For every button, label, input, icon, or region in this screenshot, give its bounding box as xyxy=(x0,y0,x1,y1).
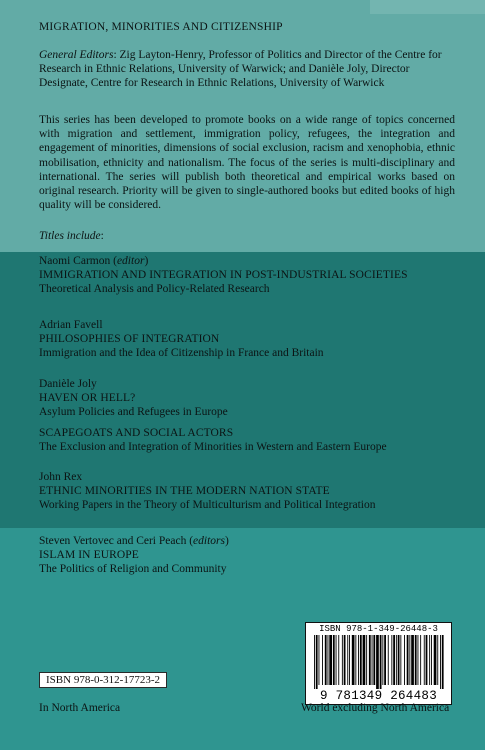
barcode-bar xyxy=(372,635,373,685)
barcode-bar xyxy=(384,635,386,685)
barcode-bar xyxy=(409,635,410,685)
barcode-bar xyxy=(404,635,405,685)
barcode-bar xyxy=(347,635,348,685)
book-subtitle: Asylum Policies and Refugees in Europe xyxy=(39,406,228,419)
barcode-bar xyxy=(338,635,339,685)
barcode-bar xyxy=(426,635,428,685)
barcode-bar xyxy=(380,635,382,689)
barcode-bar xyxy=(319,635,320,685)
author-name: Steven Vertovec and Ceri Peach xyxy=(39,535,187,547)
barcode-bar xyxy=(325,635,327,685)
barcode-bar xyxy=(329,635,332,685)
isbn-north-america: ISBN 978-0-312-17723-2 xyxy=(39,672,167,688)
barcode-bar xyxy=(349,635,350,685)
barcode-bar xyxy=(434,635,437,685)
barcode-bar xyxy=(415,635,417,685)
series-description: This series has been developed to promote books on a wide range of topics concerned with migration and settlement, immigration policy, refugees, the integration and engagement of minorities, dimensions of social exclusion, racism and xenophobia, ethnic mobilisation, ethnicity and nationalism. The focus of the series is multi-disciplinary and international. The series will publish both theoretical and empirical works based on original research. Priority will be given to single-authored books but edited books of high quality will be considered. xyxy=(39,114,455,212)
barcode-bar xyxy=(328,635,329,685)
book-subtitle: Immigration and the Idea of Citizenship in France and Britain xyxy=(39,347,324,360)
barcode-bar xyxy=(429,635,430,685)
book-entry xyxy=(39,470,459,513)
book-entry xyxy=(39,377,459,420)
barcode-bar xyxy=(407,635,409,685)
barcode-digits: 9 781349 264483 xyxy=(319,689,438,703)
book-subtitle: Theoretical Analysis and Policy-Related Research xyxy=(39,283,270,296)
author-name: Naomi Carmon xyxy=(39,255,111,267)
barcode-bar xyxy=(344,635,346,685)
barcode-bar xyxy=(388,635,389,685)
barcode-bar xyxy=(316,635,318,689)
titles-include-text: Titles include xyxy=(39,230,101,242)
barcode xyxy=(305,622,452,705)
book-title: ETHNIC MINORITIES IN THE MODERN NATION STATE xyxy=(39,485,330,498)
barcode-bar xyxy=(440,635,441,689)
barcode-bar xyxy=(411,635,414,685)
general-editors-label: General Editors xyxy=(39,49,114,61)
barcode-bar xyxy=(396,635,397,685)
book-entry xyxy=(39,534,459,577)
barcode-bar xyxy=(314,635,315,689)
titles-include-colon: : xyxy=(100,230,104,242)
book-entry xyxy=(39,254,459,297)
book-author: Steven Vertovec and Ceri Peach (editors) xyxy=(39,535,229,547)
general-editors xyxy=(39,48,454,91)
barcode-bar xyxy=(336,635,337,685)
barcode-bar xyxy=(431,635,432,685)
book-author: John Rex xyxy=(39,471,83,483)
barcode-bar xyxy=(398,635,400,685)
corner-fade xyxy=(370,0,485,14)
book-author: Adrian Favell xyxy=(39,319,103,331)
barcode-bars xyxy=(312,635,447,689)
barcode-bar xyxy=(400,635,401,685)
barcode-isbn: ISBN 978-1-349-26448-3 xyxy=(319,624,438,634)
barcode-bar xyxy=(391,635,392,685)
book-title: HAVEN OR HELL? xyxy=(39,392,136,405)
barcode-bar xyxy=(366,635,367,685)
book-subtitle: The Politics of Religion and Community xyxy=(39,563,227,576)
book-entry xyxy=(39,318,459,361)
book-author: Danièle Joly xyxy=(39,378,97,390)
book-title: IMMIGRATION AND INTEGRATION IN POST-INDUSTRIAL SOCIETIES xyxy=(39,269,408,282)
barcode-bar xyxy=(393,635,395,685)
book-subtitle: The Exclusion and Integration of Minorities in Western and Eastern Europe xyxy=(39,441,387,454)
series-title: MIGRATION, MINORITIES AND CITIZENSHIP xyxy=(39,21,283,33)
book-subtitle: Working Papers in the Theory of Multiculturism and Political Integration xyxy=(39,499,376,512)
book-entry xyxy=(39,426,459,454)
author-role: editor xyxy=(116,255,145,267)
book-title: PHILOSOPHIES OF INTEGRATION xyxy=(39,333,220,346)
barcode-bar xyxy=(358,635,359,685)
barcode-bar xyxy=(369,635,371,685)
barcode-bar xyxy=(352,635,355,685)
footer-north-america: In North America xyxy=(39,702,121,714)
barcode-bar xyxy=(376,635,379,689)
barcode-bar xyxy=(418,635,419,685)
barcode-bar xyxy=(363,635,366,685)
titles-include-label xyxy=(39,230,104,242)
barcode-bar xyxy=(442,635,444,689)
book-title: ISLAM IN EUROPE xyxy=(39,549,139,562)
barcode-bar xyxy=(382,635,383,685)
barcode-bar xyxy=(437,635,438,685)
barcode-bar xyxy=(360,635,362,685)
barcode-bar xyxy=(333,635,335,685)
author-role: editors xyxy=(193,535,225,547)
barcode-bar xyxy=(355,635,356,685)
book-author: Naomi Carmon (editor) xyxy=(39,255,149,267)
barcode-bar xyxy=(342,635,343,685)
barcode-bar xyxy=(373,635,375,685)
barcode-bar xyxy=(420,635,421,685)
footer-world: World excluding North America xyxy=(301,702,450,714)
barcode-bar xyxy=(322,635,323,685)
barcode-bar xyxy=(424,635,425,685)
general-editors-text: : Zig Layton-Henry, Professor of Politics and Director of the Centre for Research in Ethnic Relations, University of Warwick; and Danièle Joly, Director Designate, Centre for Research in Ethnic Relations, University of Warwick xyxy=(39,49,442,90)
book-title: SCAPEGOATS AND SOCIAL ACTORS xyxy=(39,427,234,439)
